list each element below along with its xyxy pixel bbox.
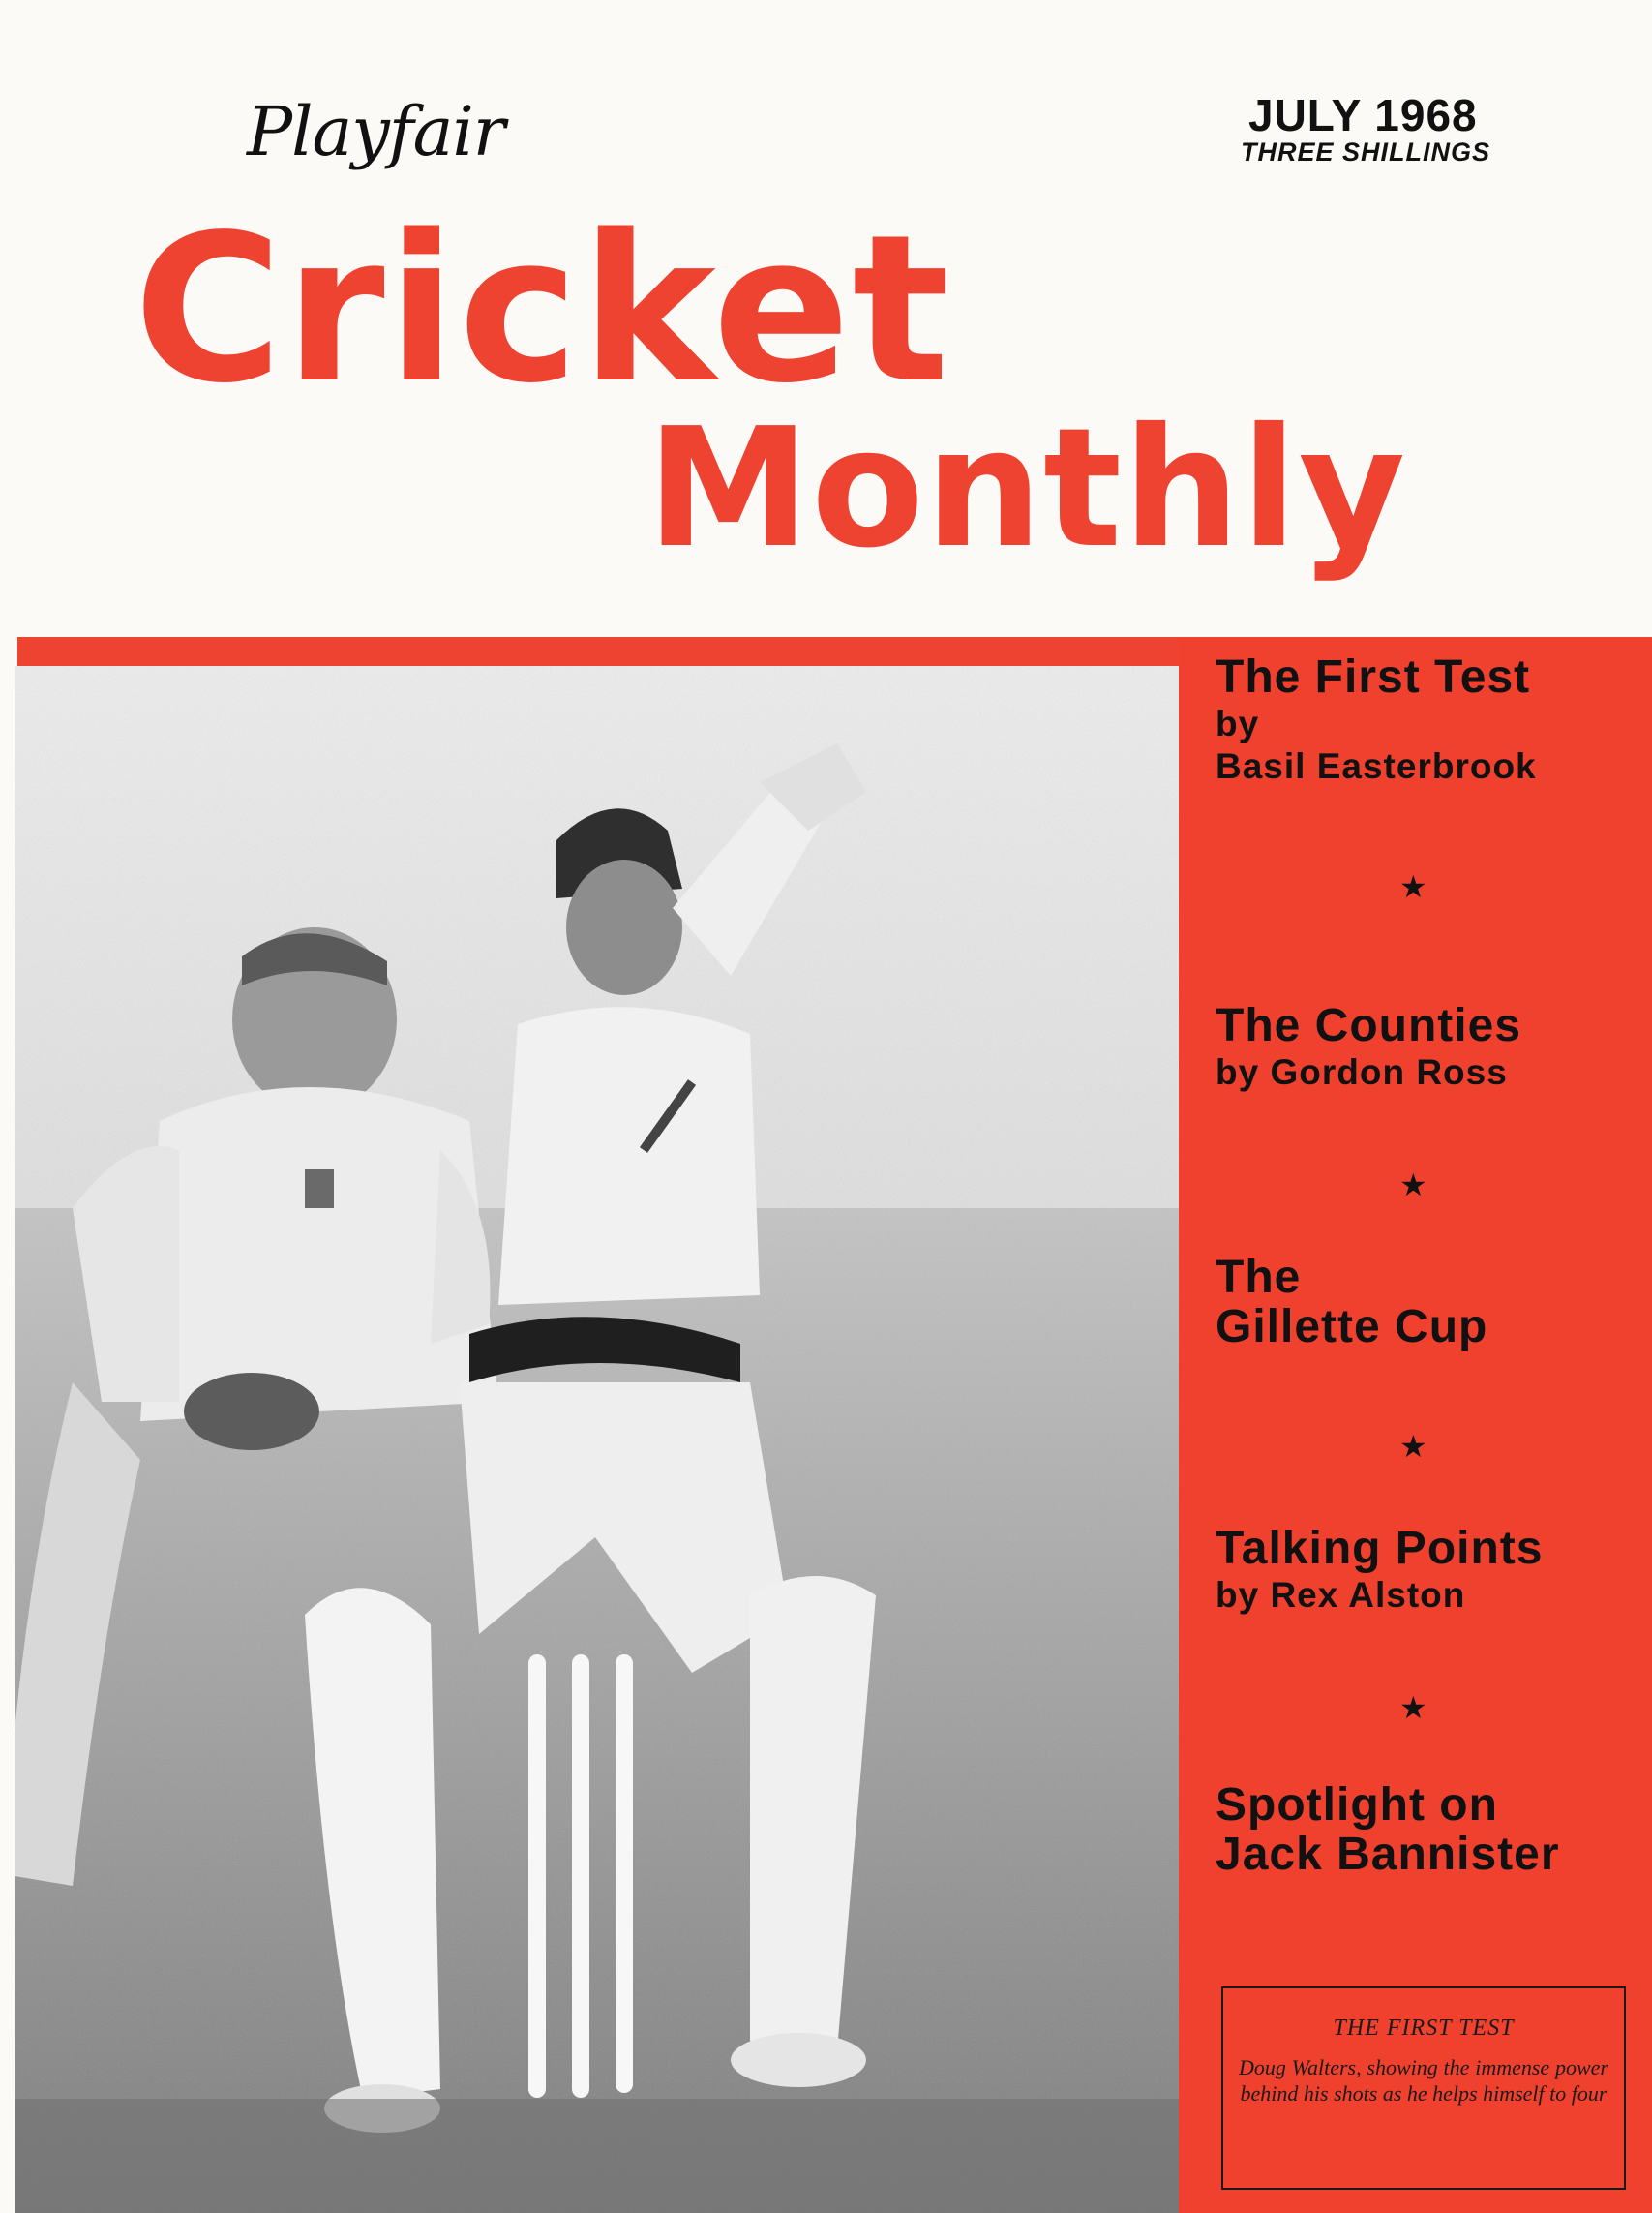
feature-first-test bbox=[1216, 653, 1641, 789]
cover-photo bbox=[15, 666, 1179, 2213]
feature-spotlight bbox=[1216, 1781, 1641, 1880]
issue-price: THREE SHILLINGS bbox=[1241, 137, 1491, 167]
feature-headline: Spotlight on bbox=[1216, 1779, 1498, 1831]
star-icon: ★ bbox=[1399, 1690, 1427, 1725]
feature-headline: Talking Points bbox=[1216, 1523, 1544, 1574]
star-icon: ★ bbox=[1399, 869, 1427, 904]
feature-talking-points bbox=[1216, 1525, 1641, 1617]
issue-date: JULY 1968 bbox=[1248, 90, 1478, 140]
title-monthly: Monthly bbox=[646, 393, 1407, 585]
cover-photo-image bbox=[15, 666, 1179, 2213]
feature-byline: by Rex Alston bbox=[1216, 1574, 1466, 1615]
feature-headline: The bbox=[1216, 1252, 1302, 1303]
star-icon: ★ bbox=[1399, 1167, 1427, 1202]
feature-headline: Jack Bannister bbox=[1216, 1828, 1560, 1880]
feature-headline: The Counties bbox=[1216, 1000, 1522, 1051]
feature-counties bbox=[1216, 1002, 1641, 1094]
feature-byline: Basil Easterbrook bbox=[1216, 746, 1537, 787]
feature-byline: by bbox=[1216, 703, 1260, 743]
publisher-logo: Playfair bbox=[247, 92, 505, 171]
title-cricket: Cricket bbox=[134, 191, 951, 428]
caption-title: THE FIRST TEST bbox=[1333, 2016, 1515, 2041]
photo-caption-box bbox=[1221, 1986, 1626, 2190]
feature-headline: Gillette Cup bbox=[1216, 1300, 1488, 1352]
feature-gillette-cup bbox=[1216, 1254, 1641, 1352]
feature-headline: The First Test bbox=[1216, 652, 1531, 703]
star-icon: ★ bbox=[1399, 1429, 1427, 1464]
caption-text: Doug Walters, showing the immense power behind his shots as he helps himself to four bbox=[1239, 2055, 1608, 2106]
feature-byline: by Gordon Ross bbox=[1216, 1051, 1508, 1092]
